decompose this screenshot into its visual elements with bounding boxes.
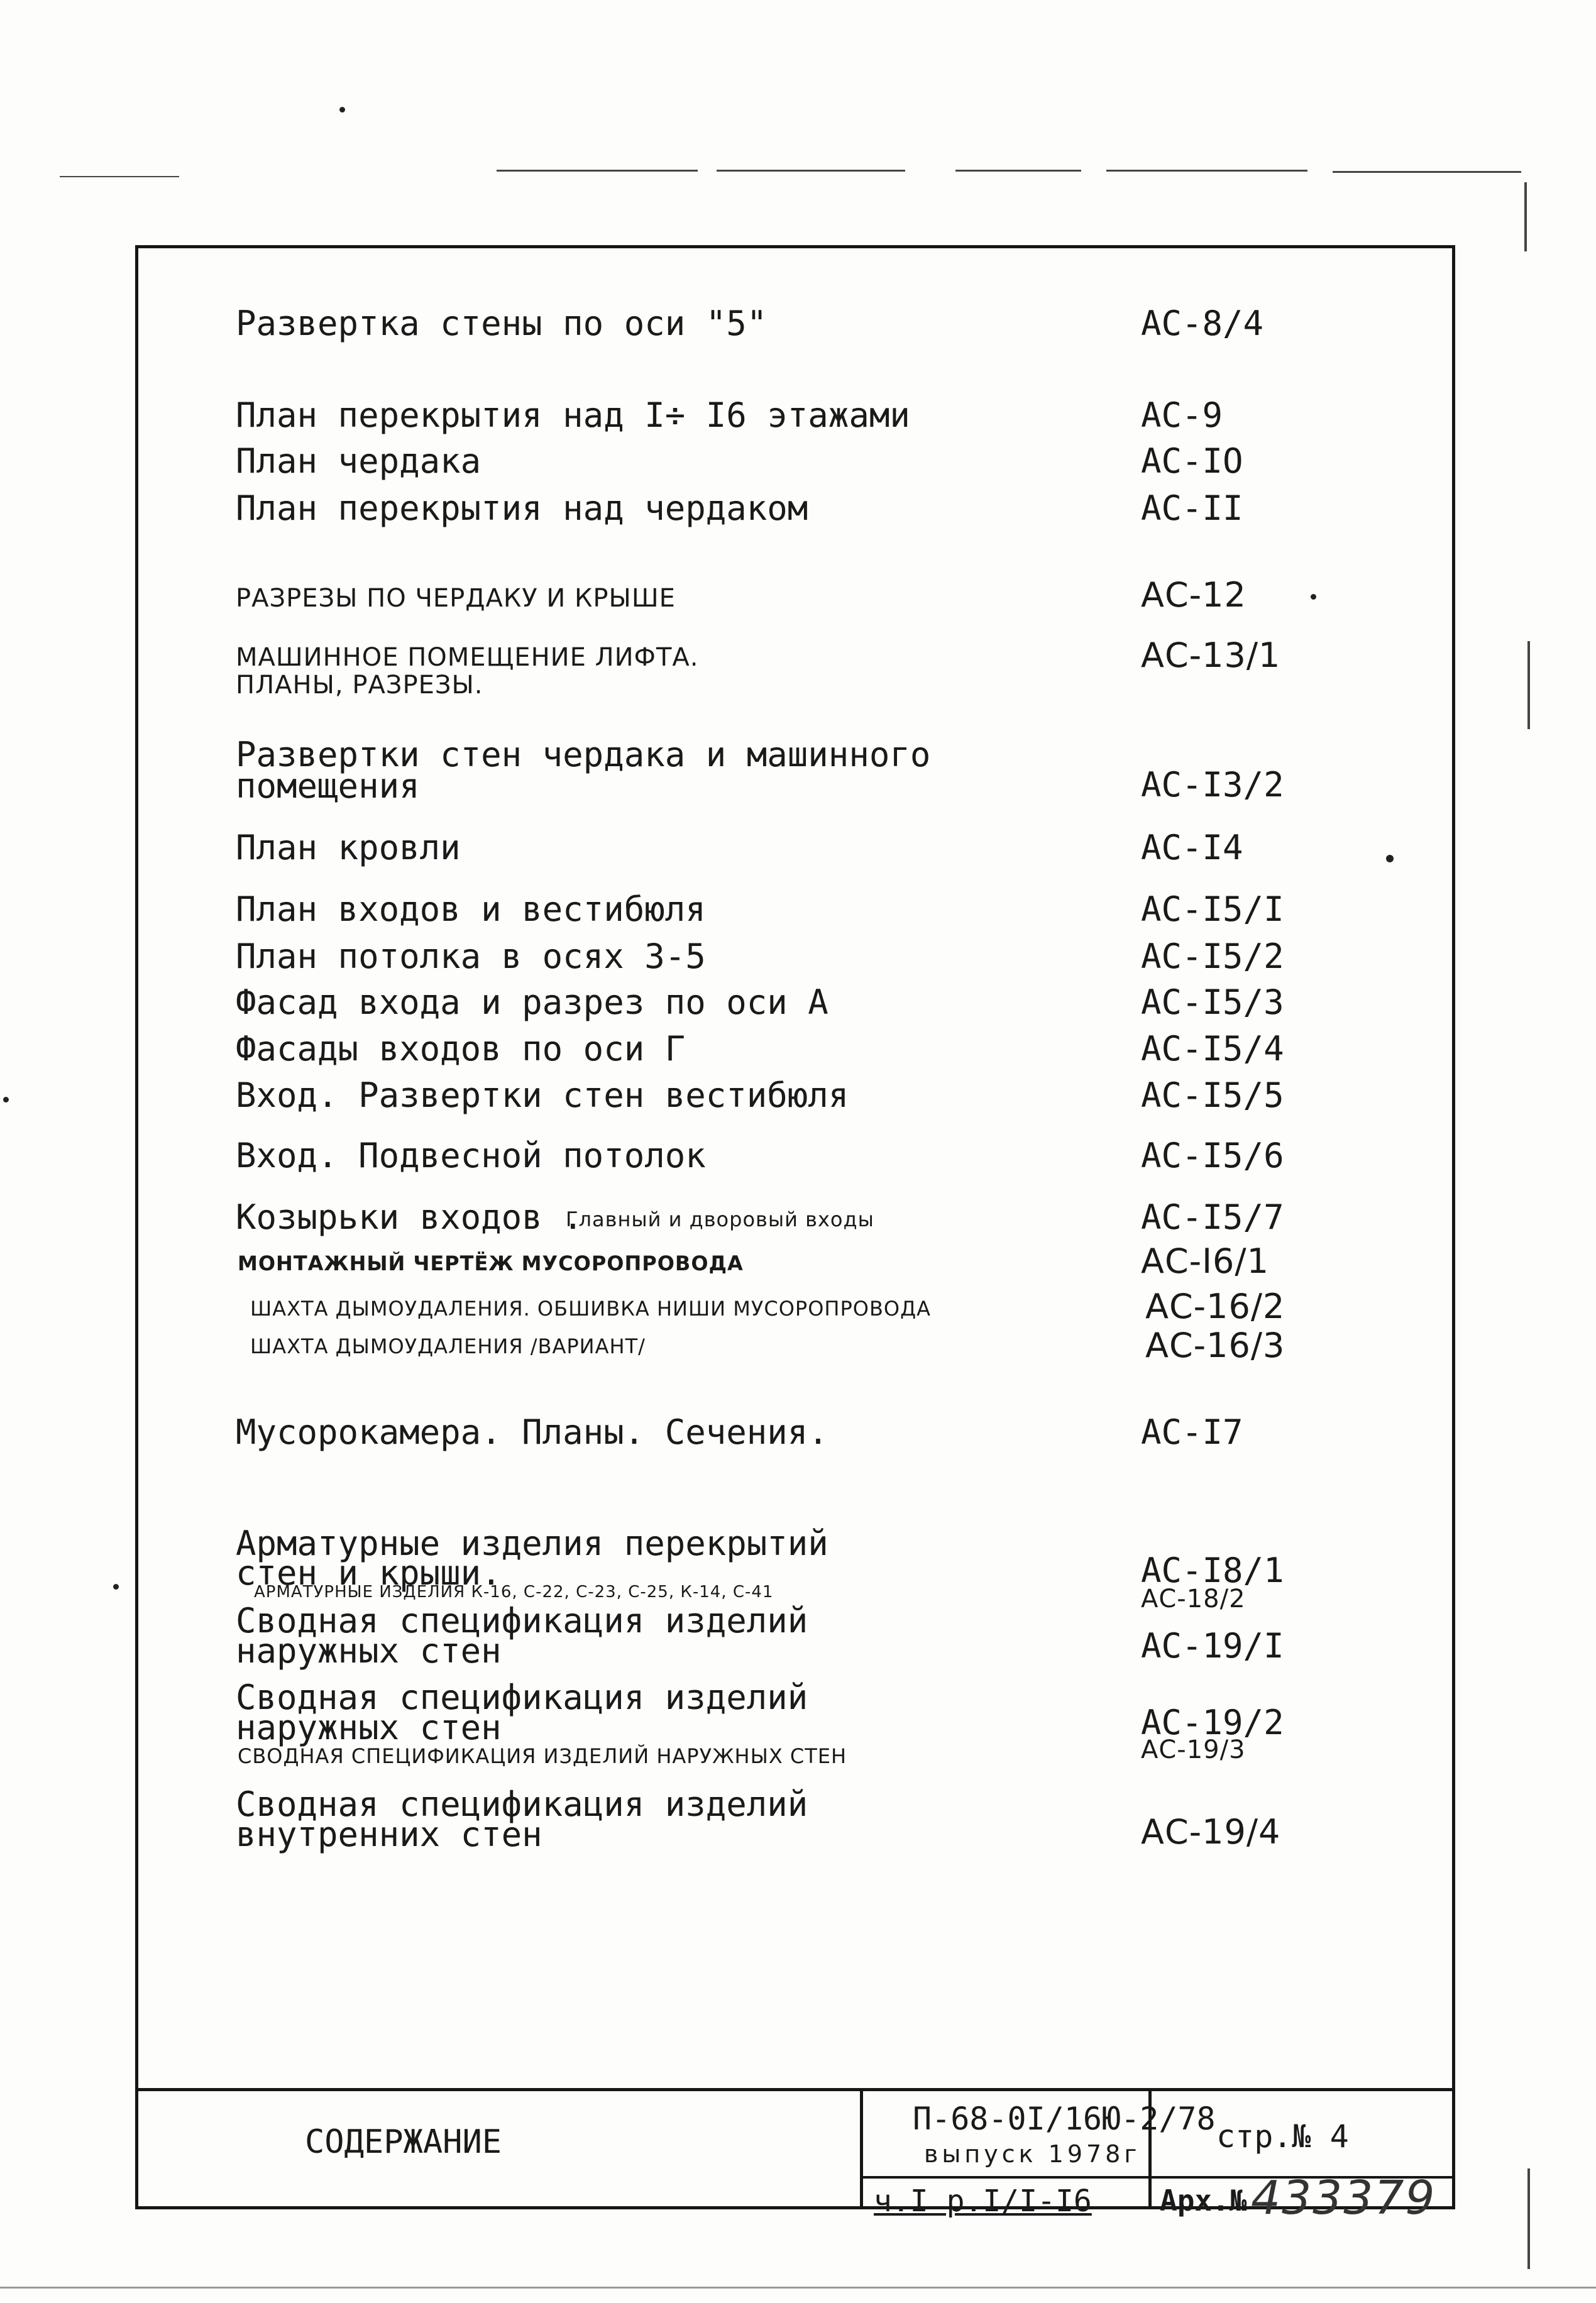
entry-code-3: АС-IO [1141, 441, 1243, 481]
entry-code-20: АС-I8/1 [1141, 1551, 1284, 1590]
entry-code-16: АС-I6/1 [1141, 1241, 1269, 1281]
scan-dash [60, 176, 179, 177]
entry-title-14: Вход. Подвесной потолок [236, 1136, 706, 1175]
entry-code-22: АС-19/I [1141, 1626, 1284, 1666]
entry-title-21: АРМАТУРНЫЕ ИЗДЕЛИЯ К-16, С-22, С-23, С-25, К-14, С-41 [254, 1583, 774, 1602]
entry-title-17: ШАХТА ДЫМОУДАЛЕНИЯ. ОБШИВКА НИШИ МУСОРОПРОВОДА [250, 1297, 931, 1321]
entry-code-24: АС-19/3 [1141, 1735, 1246, 1764]
entry-title-20a: Арматурные изделия перекрытий [236, 1524, 828, 1563]
entry-title-6b: ПЛАНЫ, РАЗРЕЗЫ. [236, 671, 483, 700]
scan-dash [1333, 171, 1521, 173]
entry-code-7: АС-I3/2 [1141, 765, 1284, 805]
entry-code-1: АС-8/4 [1141, 304, 1264, 343]
entry-code-13: АС-I5/5 [1141, 1075, 1284, 1115]
entry-code-25: АС-19/4 [1141, 1812, 1281, 1852]
entry-code-6: АС-13/1 [1141, 635, 1281, 675]
entry-code-10: АС-I5/2 [1141, 937, 1284, 976]
entry-title-9: План входов и вестибюля [236, 889, 706, 929]
scan-mark [1527, 641, 1530, 729]
entry-title-12: Фасады входов по оси Г [236, 1029, 686, 1069]
title-block-top-line [135, 2088, 1455, 2091]
entry-code-21: АС-18/2 [1141, 1585, 1246, 1613]
entry-title-4: План перекрытия над чердаком [236, 488, 808, 528]
entry-title-7b: помещения [236, 766, 420, 806]
entry-code-5: АС-12 [1141, 575, 1247, 615]
entry-title-25b: внутренних стен [236, 1815, 542, 1854]
entry-code-14: АС-I5/6 [1141, 1136, 1284, 1175]
scan-bottom-line [0, 2287, 1596, 2289]
entry-code-2: АС-9 [1141, 395, 1223, 435]
scan-dash [1106, 170, 1307, 172]
entry-title-7a: Развертки стен чердака и машинного [236, 735, 931, 774]
entry-code-12: АС-I5/4 [1141, 1029, 1284, 1069]
entry-code-11: АС-I5/3 [1141, 982, 1284, 1022]
entry-title-15: Козырьки входов . [236, 1197, 583, 1237]
entry-code-17: АС-16/2 [1145, 1287, 1285, 1326]
scan-speck [113, 1584, 119, 1590]
entry-title-22a: Сводная спецификация изделий [236, 1601, 808, 1641]
scan-speck [3, 1097, 9, 1102]
entry-title-8: План кровли [236, 828, 461, 867]
entry-title-13: Вход. Развертки стен вестибюля [236, 1075, 849, 1115]
entry-title-1: Развертка стены по оси "5" [236, 304, 768, 343]
title-block-divider [860, 2088, 863, 2209]
entry-title-23b: наружных стен [236, 1708, 502, 1747]
entry-title-22b: наружных стен [236, 1631, 502, 1671]
scan-dash [955, 170, 1081, 172]
entry-code-18: АС-16/3 [1145, 1326, 1285, 1365]
entry-title-2: План перекрытия над I÷ I6 этажами [236, 395, 910, 435]
entry-code-8: АС-I4 [1141, 828, 1243, 867]
entry-code-4: АС-II [1141, 488, 1243, 528]
archive-number: 433379 [1251, 2171, 1436, 2225]
entry-title-20b: стен и крыши. [236, 1553, 502, 1593]
entry-title-11: Фасад входа и разрез по оси А [236, 982, 828, 1022]
entry-title-3: План чердака [236, 441, 482, 481]
entry-code-23: АС-19/2 [1141, 1703, 1284, 1742]
part-reference: ч.I р.I/I-I6 [874, 2184, 1092, 2219]
entry-title-15-note: Главный и дворовый входы [566, 1207, 874, 1231]
entry-title-16: МОНТАЖНЫЙ ЧЕРТЁЖ МУСОРОПРОВОДА [238, 1251, 744, 1275]
document-number: П-68-0I/16Ю-2/78 [913, 2101, 1216, 2137]
page-number: стр.№ 4 [1216, 2118, 1349, 2155]
scan-mark [1527, 2168, 1530, 2269]
entry-code-15: АС-I5/7 [1141, 1197, 1284, 1237]
issue-year: выпуск 1978г [924, 2140, 1141, 2168]
archive-label: Арх.№ [1160, 2184, 1247, 2218]
scan-speck [339, 107, 345, 113]
entry-title-18: ШАХТА ДЫМОУДАЛЕНИЯ /ВАРИАНТ/ [250, 1334, 646, 1358]
entry-title-5: РАЗРЕЗЫ ПО ЧЕРДАКУ И КРЫШЕ [236, 584, 676, 613]
entry-title-19: Мусорокамера. Планы. Сечения. [236, 1412, 828, 1452]
entry-title-6a: МАШИННОЕ ПОМЕЩЕНИЕ ЛИФТА. [236, 643, 699, 672]
entry-title-24: СВОДНАЯ СПЕЦИФИКАЦИЯ ИЗДЕЛИЙ НАРУЖНЫХ СТЕН [238, 1744, 847, 1768]
scan-dash [717, 170, 905, 172]
entry-title-25a: Сводная спецификация изделий [236, 1784, 808, 1824]
entry-title-10: План потолка в осях 3-5 [236, 937, 706, 976]
scan-mark [1524, 182, 1527, 251]
scan-dash [497, 170, 698, 172]
entry-code-19: АС-I7 [1141, 1412, 1243, 1452]
entry-code-9: АС-I5/I [1141, 889, 1284, 929]
entry-title-23a: Сводная спецификация изделий [236, 1678, 808, 1717]
section-title: СОДЕРЖАНИЕ [305, 2123, 502, 2161]
